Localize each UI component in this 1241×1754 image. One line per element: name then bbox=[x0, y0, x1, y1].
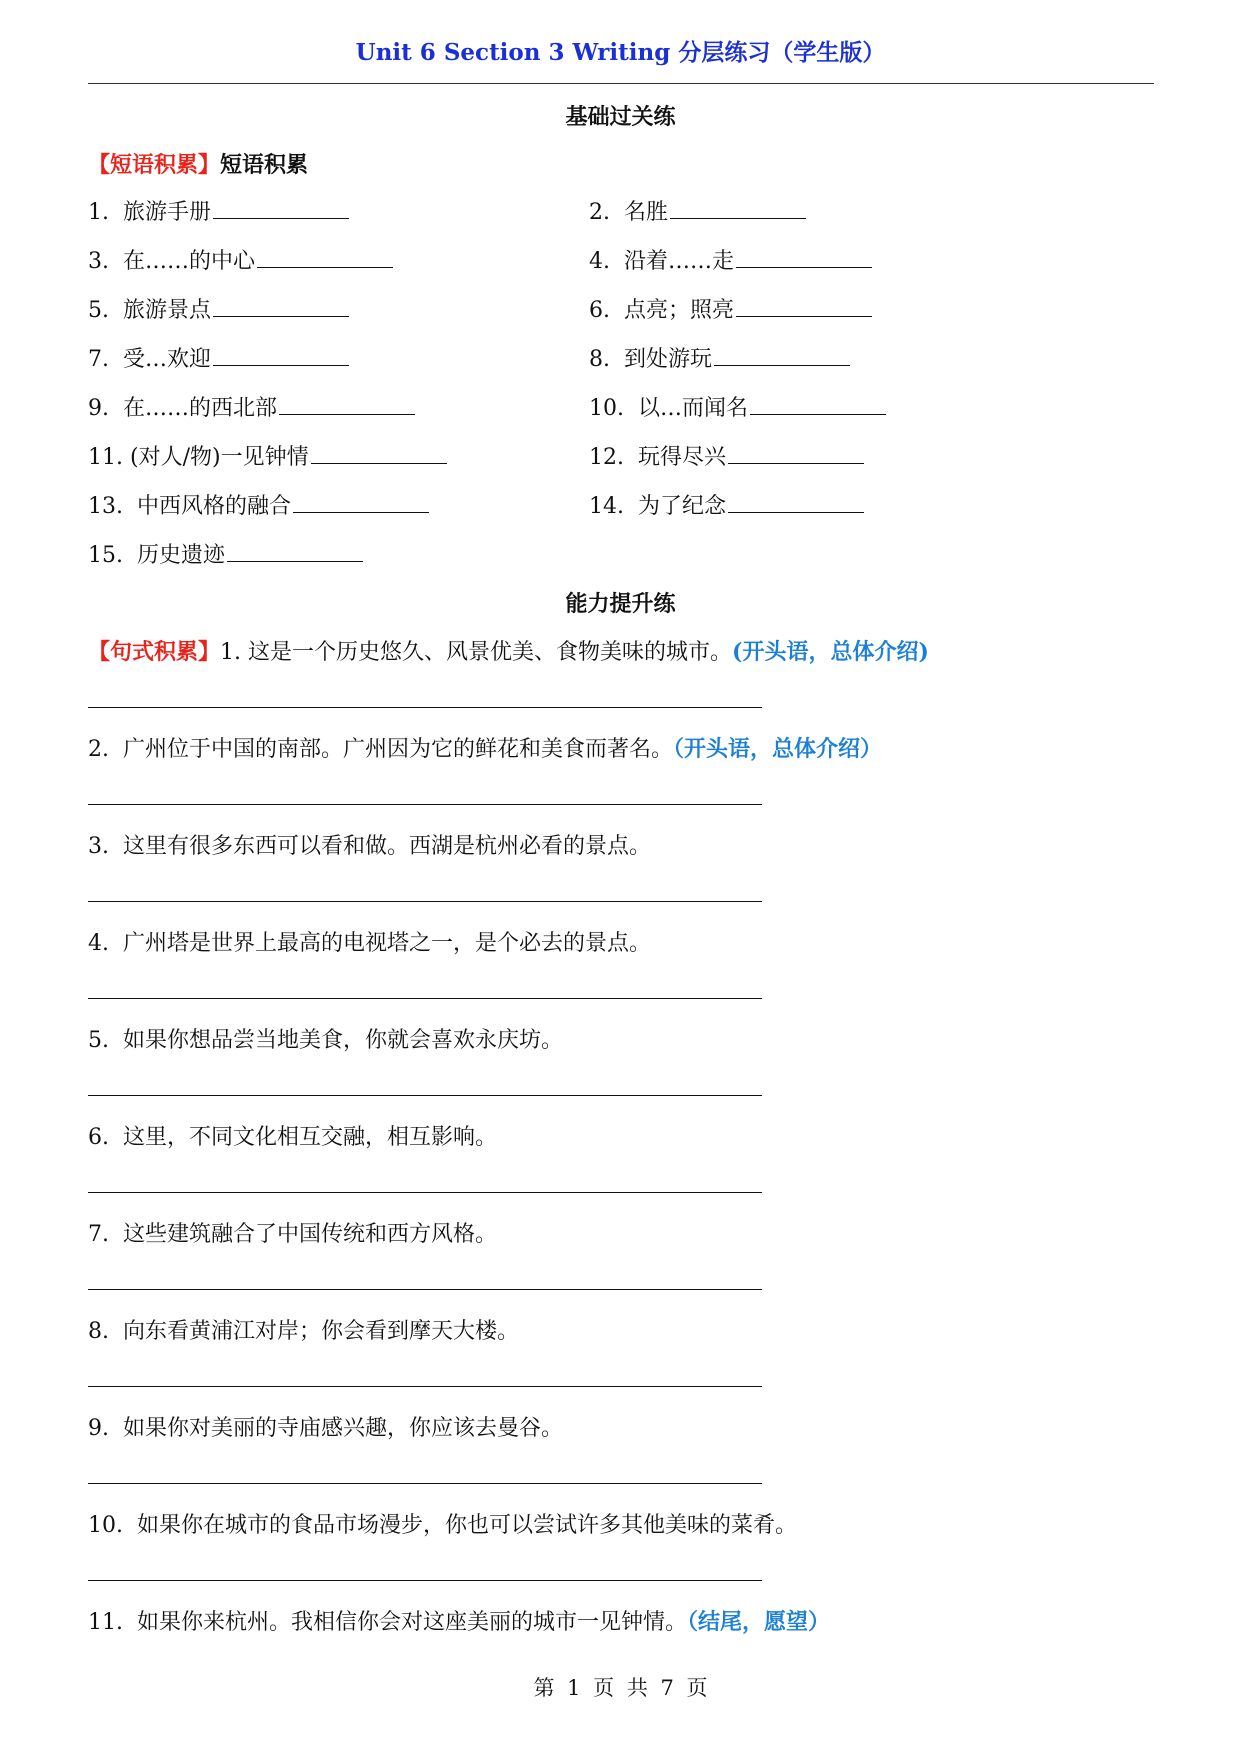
sentence-number: 11. bbox=[88, 1610, 123, 1635]
answer-line[interactable] bbox=[88, 707, 762, 708]
phrase-text: 玩得尽兴 bbox=[638, 445, 727, 470]
phrase-item bbox=[88, 195, 349, 226]
answer-blank[interactable] bbox=[213, 294, 349, 317]
sentence-item bbox=[88, 1120, 497, 1151]
phrase-text: 为了纪念 bbox=[638, 494, 727, 519]
answer-blank[interactable] bbox=[714, 343, 850, 366]
sentence-item bbox=[88, 829, 651, 860]
answer-blank[interactable] bbox=[728, 490, 864, 513]
phrase-number: 7. bbox=[88, 347, 109, 372]
sentence-number: 10. bbox=[88, 1513, 123, 1538]
answer-blank[interactable] bbox=[750, 392, 886, 415]
sentence-text: 这些建筑融合了中国传统和西方风格。 bbox=[123, 1222, 498, 1247]
sentence-number: 4. bbox=[88, 931, 109, 956]
phrase-item bbox=[589, 342, 850, 373]
phrase-text: 历史遗迹 bbox=[137, 543, 226, 568]
phrase-item bbox=[88, 293, 349, 324]
phrase-block-tag: 【短语积累】 bbox=[88, 152, 221, 178]
sentence-number: 7. bbox=[88, 1222, 109, 1247]
sentence-number: 5. bbox=[88, 1028, 109, 1053]
phrase-text: 旅游手册 bbox=[123, 200, 212, 225]
phrase-number: 9. bbox=[88, 396, 109, 421]
answer-line[interactable] bbox=[88, 1095, 762, 1096]
phrase-item bbox=[589, 391, 886, 422]
answer-blank[interactable] bbox=[257, 245, 393, 268]
sentence-item bbox=[88, 1411, 563, 1442]
phrase-number: 6. bbox=[589, 298, 610, 323]
phrase-number: 14. bbox=[589, 494, 624, 519]
answer-blank[interactable] bbox=[293, 490, 429, 513]
phrase-item bbox=[88, 244, 393, 275]
phrase-item bbox=[88, 538, 363, 569]
phrase-number: 15. bbox=[88, 543, 123, 568]
phrase-text: 在……的中心 bbox=[123, 249, 256, 274]
answer-blank[interactable] bbox=[736, 245, 872, 268]
sentence-text: 广州塔是世界上最高的电视塔之一，是个必去的景点。 bbox=[123, 931, 652, 956]
sentence-text: 如果你想品尝当地美食，你就会喜欢永庆坊。 bbox=[123, 1028, 564, 1053]
page-footer: 第 1 页 共 7 页 bbox=[533, 1676, 708, 1700]
answer-blank[interactable] bbox=[213, 343, 349, 366]
sentence-item bbox=[88, 1605, 830, 1636]
answer-blank[interactable] bbox=[311, 441, 447, 464]
answer-blank[interactable] bbox=[728, 441, 864, 464]
sentence-number: 6. bbox=[88, 1125, 109, 1150]
phrase-item bbox=[88, 489, 429, 520]
sentence-item bbox=[88, 1217, 497, 1248]
sentence-item bbox=[88, 926, 651, 957]
phrase-number: 3. bbox=[88, 249, 109, 274]
sentence-number: 9. bbox=[88, 1416, 109, 1441]
answer-line[interactable] bbox=[88, 804, 762, 805]
section-title-basic: 基础过关练 bbox=[565, 104, 676, 130]
sentence-item bbox=[88, 1508, 797, 1539]
phrase-block-label bbox=[88, 148, 308, 179]
sentence-text: 如果你来杭州。我相信你会对这座美丽的城市一见钟情。 bbox=[137, 1610, 688, 1635]
answer-blank[interactable] bbox=[670, 196, 806, 219]
phrase-number: 1. bbox=[88, 200, 109, 225]
answer-line[interactable] bbox=[88, 1580, 762, 1581]
sentence-note: (开头语，总体介绍) bbox=[732, 639, 929, 665]
phrase-text: 在……的西北部 bbox=[123, 396, 278, 421]
phrase-item bbox=[589, 489, 864, 520]
header-divider bbox=[88, 83, 1154, 84]
document-header: Unit 6 Section 3 Writing 分层练习（学生版） bbox=[355, 39, 886, 66]
phrase-number: 2. bbox=[589, 200, 610, 225]
answer-line[interactable] bbox=[88, 998, 762, 999]
phrase-number: 8. bbox=[589, 347, 610, 372]
phrase-item bbox=[589, 244, 872, 275]
answer-blank[interactable] bbox=[213, 196, 349, 219]
sentence-item bbox=[88, 635, 929, 666]
phrase-number: 11. bbox=[88, 445, 123, 470]
phrase-text: 旅游景点 bbox=[123, 298, 212, 323]
phrase-text: 沿着……走 bbox=[624, 249, 735, 274]
sentence-number: 1. bbox=[220, 640, 242, 665]
phrase-text: 以…而闻名 bbox=[638, 396, 749, 421]
phrase-item bbox=[589, 293, 872, 324]
answer-blank[interactable] bbox=[279, 392, 415, 415]
phrase-item bbox=[88, 391, 415, 422]
phrase-text: (对人/物)一见钟情 bbox=[130, 445, 309, 470]
sentence-number: 2. bbox=[88, 737, 109, 762]
sentence-item bbox=[88, 1314, 519, 1345]
phrase-number: 5. bbox=[88, 298, 109, 323]
sentence-item bbox=[88, 732, 882, 763]
phrase-number: 4. bbox=[589, 249, 610, 274]
sentence-text: 这里，不同文化相互交融，相互影响。 bbox=[123, 1125, 498, 1150]
sentence-text: 向东看黄浦江对岸；你会看到摩天大楼。 bbox=[123, 1319, 520, 1344]
answer-line[interactable] bbox=[88, 901, 762, 902]
phrase-number: 12. bbox=[589, 445, 624, 470]
sentence-number: 8. bbox=[88, 1319, 109, 1344]
phrase-block-title: 短语积累 bbox=[220, 152, 309, 178]
answer-line[interactable] bbox=[88, 1483, 762, 1484]
phrase-text: 名胜 bbox=[624, 200, 669, 225]
sentence-block-tag: 【句式积累】 bbox=[88, 639, 221, 665]
sentence-item bbox=[88, 1023, 563, 1054]
phrase-item bbox=[88, 342, 349, 373]
phrase-text: 受…欢迎 bbox=[123, 347, 212, 372]
phrase-text: 中西风格的融合 bbox=[137, 494, 292, 519]
answer-blank[interactable] bbox=[736, 294, 872, 317]
sentence-text: 这里有很多东西可以看和做。西湖是杭州必看的景点。 bbox=[123, 834, 652, 859]
sentence-note: （开头语，总体介绍） bbox=[673, 736, 883, 762]
sentence-text: 这是一个历史悠久、风景优美、食物美味的城市。 bbox=[248, 640, 733, 665]
phrase-item bbox=[88, 440, 447, 471]
phrase-number: 13. bbox=[88, 494, 123, 519]
answer-line[interactable] bbox=[88, 1192, 762, 1193]
sentence-text: 广州位于中国的南部。广州因为它的鲜花和美食而著名。 bbox=[123, 737, 674, 762]
sentence-text: 如果你在城市的食品市场漫步，你也可以尝试许多其他美味的菜肴。 bbox=[137, 1513, 798, 1538]
phrase-text: 点亮；照亮 bbox=[624, 298, 735, 323]
phrase-text: 到处游玩 bbox=[624, 347, 713, 372]
sentence-number: 3. bbox=[88, 834, 109, 859]
sentence-note: （结尾，愿望） bbox=[687, 1609, 831, 1635]
section-title-advanced: 能力提升练 bbox=[565, 591, 676, 617]
answer-blank[interactable] bbox=[227, 539, 363, 562]
sentence-text: 如果你对美丽的寺庙感兴趣，你应该去曼谷。 bbox=[123, 1416, 564, 1441]
phrase-item bbox=[589, 195, 806, 226]
answer-line[interactable] bbox=[88, 1289, 762, 1290]
answer-line[interactable] bbox=[88, 1386, 762, 1387]
phrase-item bbox=[589, 440, 864, 471]
phrase-number: 10. bbox=[589, 396, 624, 421]
